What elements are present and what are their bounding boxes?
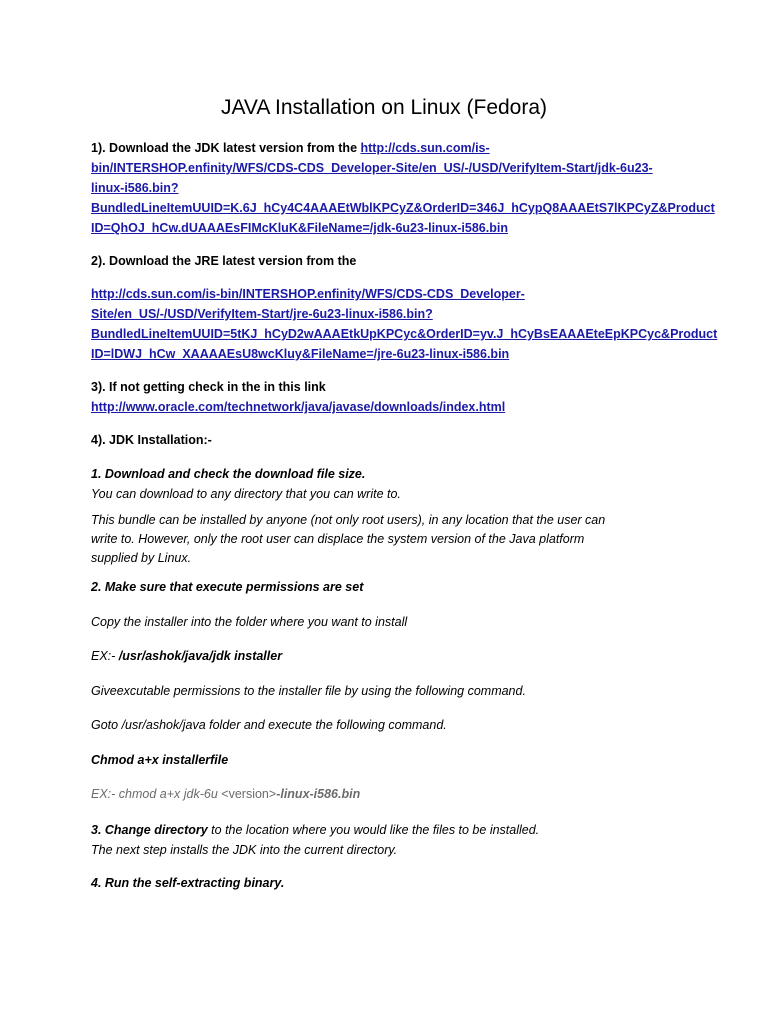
page-title: JAVA Installation on Linux (Fedora) <box>220 96 548 119</box>
jdk-download-line <box>91 138 691 158</box>
step-3-heading <box>91 820 691 840</box>
jre-download-link-block <box>91 284 718 364</box>
example-path: /usr/ashok/java/jdk installer <box>118 649 283 663</box>
section-2 <box>91 251 691 271</box>
section-4 <box>91 430 691 450</box>
chmod-example-line <box>91 784 691 804</box>
jre-download-text: 2). Download the JRE latest version from the <box>91 254 357 268</box>
jre-download-link-part-3[interactable]: BundledLineItemUUID=5tKJ_hCyD2wAAAEtkUpKPCyc&OrderID=yv.J_hCyBsEAAAEteEpKPCyc&Product <box>91 327 718 341</box>
step-3-heading-bold: 3. Change directory <box>91 823 208 837</box>
chmod-command: Chmod a+x installerfile <box>91 753 229 767</box>
step-3 <box>91 820 691 860</box>
example-path-line <box>91 646 691 666</box>
step-2-heading: 2. Make sure that execute permissions are set <box>91 580 364 594</box>
chmod-example-prefix: EX:- chmod a+x jdk-6u <box>91 787 222 801</box>
example-label: EX:- <box>91 649 119 663</box>
jdk-download-text: 1). Download the JDK latest version from the <box>91 141 361 155</box>
oracle-downloads-link[interactable]: http://www.oracle.com/technetwork/java/javase/downloads/index.html <box>91 400 506 414</box>
step-3-heading-rest: to the location where you would like the files to be installed. <box>207 823 540 837</box>
copy-installer-text: Copy the installer into the folder where you want to install <box>91 615 408 629</box>
goto-folder-text: Goto /usr/ashok/java folder and execute the following command. <box>91 718 447 732</box>
jre-download-link-part-2[interactable]: Site/en_US/-/USD/VerifyItem-Start/jre-6u23-linux-i586.bin? <box>91 307 433 321</box>
give-permissions-text: Giveexcutable permissions to the installer file by using the following command. <box>91 684 526 698</box>
oracle-link-text: 3). If not getting check in the in this link <box>91 380 326 394</box>
jdk-download-link-part-1[interactable]: http://cds.sun.com/is- <box>360 141 490 155</box>
jdk-download-link-part-2[interactable]: bin/INTERSHOP.enfinity/WFS/CDS-CDS_Developer-Site/en_US/-/USD/VerifyItem-Start/jdk-6u23- <box>91 161 653 175</box>
section-3 <box>91 377 691 417</box>
step-3-line: The next step installs the JDK into the current directory. <box>91 843 398 857</box>
jdk-download-link-part-5[interactable]: ID=QhOJ_hCw.dUAAAEsFIMcKluK&FileName=/jdk-6u23-linux-i586.bin <box>91 221 508 235</box>
step-4-heading: 4. Run the self-extracting binary. <box>91 876 285 890</box>
chmod-example-suffix: -linux-i586.bin <box>276 787 361 801</box>
paragraph-line: write to. However, only the root user can displace the system version of the Java platform <box>91 532 585 546</box>
step-1-heading: 1. Download and check the download file size. <box>91 467 366 481</box>
step-1-line: You can download to any directory that you can write to. <box>91 487 401 501</box>
jdk-download-link-part-4[interactable]: BundledLineItemUUID=K.6J_hCy4C4AAAEtWblKPCyZ&OrderID=346J_hCypQ8AAAEtS7lKPCyZ&Product <box>91 201 715 215</box>
step-1 <box>91 464 691 504</box>
jdk-installation-heading: 4). JDK Installation:- <box>91 433 212 447</box>
section-1 <box>91 138 715 238</box>
paragraph-line: This bundle can be installed by anyone (not only root users), in any location that the user can <box>91 513 606 527</box>
jre-download-link-part-1[interactable]: http://cds.sun.com/is-bin/INTERSHOP.enfinity/WFS/CDS-CDS_Developer- <box>91 287 525 301</box>
paragraph-line: supplied by Linux. <box>91 551 192 565</box>
version-placeholder: <version> <box>221 787 277 801</box>
jre-download-link-part-4[interactable]: ID=lDWJ_hCw_XAAAAEsU8wcKluy&FileName=/jre-6u23-linux-i586.bin <box>91 347 510 361</box>
jdk-download-link-part-3[interactable]: linux-i586.bin? <box>91 181 179 195</box>
step-1-paragraph <box>91 511 691 568</box>
